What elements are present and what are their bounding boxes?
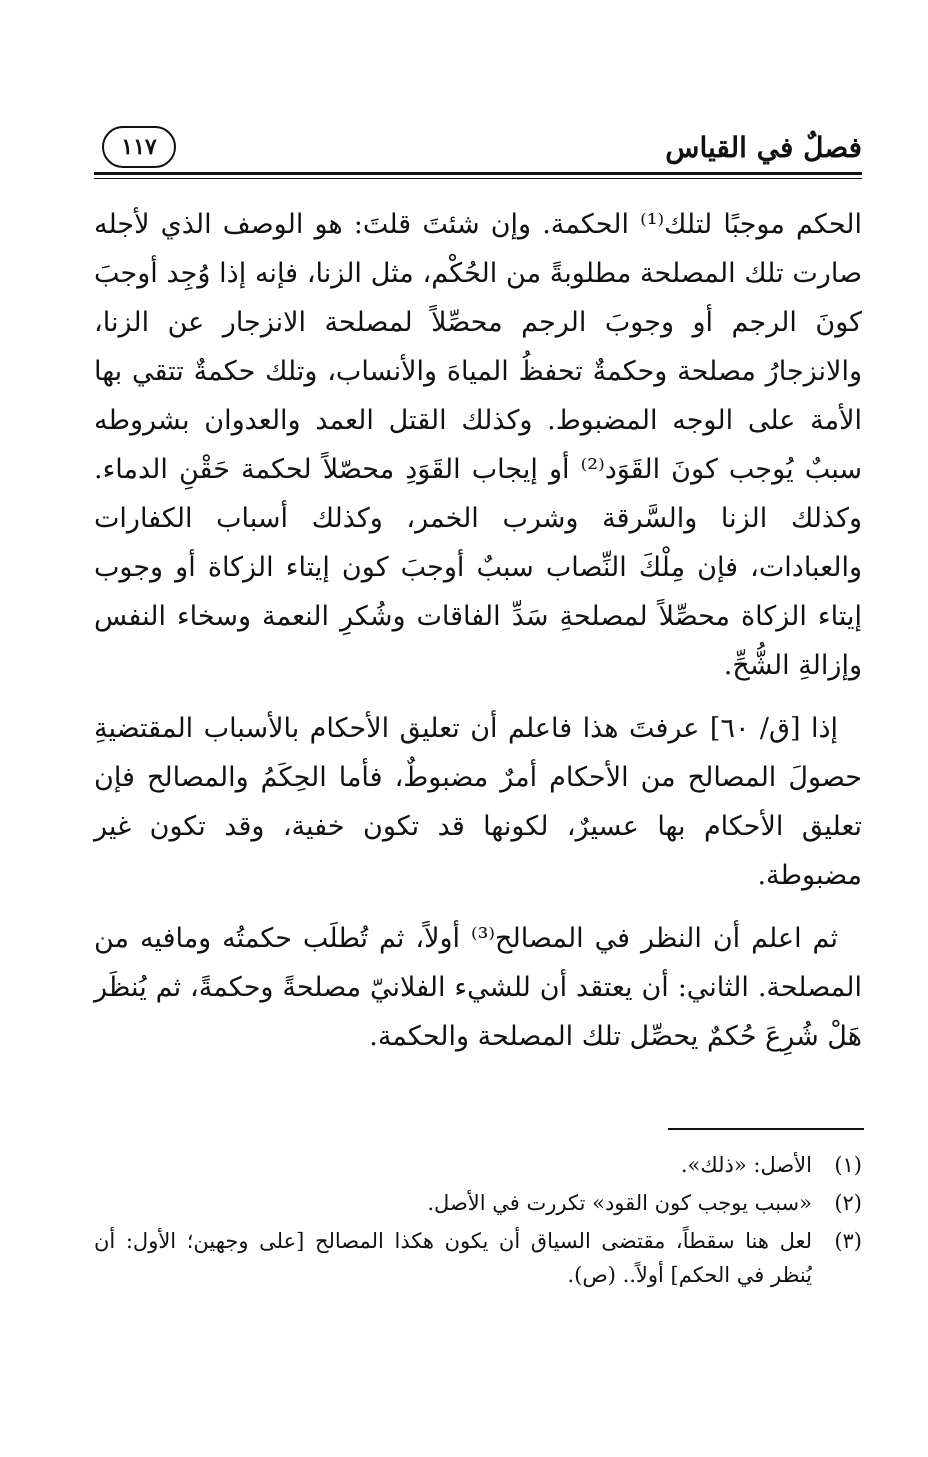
footnote-text: لعل هنا سقطاً، مقتضى السياق أن يكون هكذا المصالح [على وجهين؛ الأول: أن يُنظر في الحكم] أولاً.. (ص). [94,1229,812,1287]
footnote-2 [94,1186,862,1220]
footnote-text: «سبب يوجب كون القود» تكررت في الأصل. [427,1191,812,1215]
footnotes [94,1148,862,1296]
page-number: ١١٧ [102,126,176,168]
paragraph-1: الحكم موجبًا لتلك⁽¹⁾ الحكمة. وإن شئتَ قلتَ: هو الوصف الذي لأجله صارت تلك المصلحة مطلوبةً من الحُكْم، مثل الزنا، فإنه إذا وُجِد أوجبَ كونَ الرجم أو وجوبَ الرجم محصِّلاً لمصلحة الانزجار عن الزنا، والانزجارُ مصلحة وحكمةٌ تحفظُ المياهَ والأنساب، وتلك حكمةٌ تتقي بها الأمة على الوجه المضبوط. وكذلك القتل العمد والعدوان بشروطه سببٌ يُوجب كونَ القَوَد⁽²⁾ أو إيجاب القَوَدِ محصّلاً لحكمة حَقْنِ الدماء. وكذلك الزنا والسَّرقة وشرب الخمر، وكذلك أسباب الكفارات والعبادات، فإن مِلْكَ النِّصاب سببٌ أوجبَ كون إيتاء الزكاة أو وجوب إيتاء الزكاة محصِّلاً لمصلحةِ سَدِّ الفاقات وشُكرِ النعمة وسخاء النفس وإزالةِ الشُّحِّ. [94,209,862,681]
paragraph-2: إذا [ق/ ٦٠] عرفتَ هذا فاعلم أن تعليق الأحكام بالأسباب المقتضيةِ حصولَ المصالح من الأحكام أمرٌ مضبوطٌ، فأما الحِكَمُ والمصالح فإن تعليق الأحكام بها عسيرٌ، لكونها قد تكون خفية، وقد تكون غير مضبوطة. [94,713,862,891]
footnote-number: (٣) [834,1229,862,1253]
footnote-separator [668,1128,864,1130]
chapter-title: فصلٌ في القياس [665,131,862,164]
footnote-3 [94,1224,862,1292]
footnote-1 [94,1148,862,1182]
header-rule-thin [94,178,862,179]
footnote-number: (١) [834,1153,862,1177]
footnote-number: (٢) [834,1191,862,1215]
paragraph-3: ثم اعلم أن النظر في المصالح⁽³⁾ أولاً، ثم تُطلَب حكمتُه ومافيه من المصلحة. الثاني: أن يعتقد أن للشيء الفلانيّ مصلحةً وحكمةً، ثم يُنظَر هَلْ شُرِعَ حُكمٌ يحصِّل تلك المصلحة والحكمة. [94,923,862,1052]
header-rule-thick [94,172,862,175]
body-text [94,200,862,1075]
page-header [94,122,862,174]
footnote-text: الأصل: «ذلك». [680,1153,812,1177]
